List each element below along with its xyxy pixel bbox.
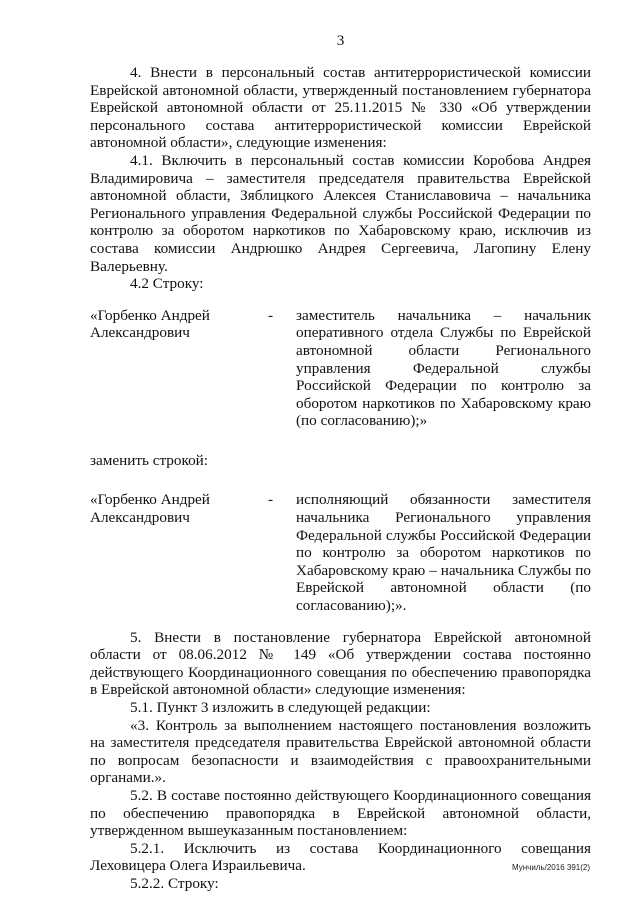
entry-old-name: «Горбенко Андрей Александрович bbox=[90, 306, 210, 342]
page-number: 3 bbox=[336, 32, 345, 49]
replace-label: заменить строкой: bbox=[90, 451, 209, 469]
document-page bbox=[90, 0, 591, 905]
entry-new-role: исполняющий обязанности заместителя начальника Регионального управления Федеральной службы Российской Федерации по контролю за оборотом наркотиков по Хабаровскому краю – начальника Службы по Еврейской автономной области (по согласованию);». bbox=[296, 491, 591, 615]
paragraph-4-2: 4.2 Строку: bbox=[130, 275, 204, 293]
paragraph-5-1-text: «3. Контроль за выполнением настоящего постановления возложить на заместителя председателя правительства Еврейской автономной области по вопросам безопасности и взаимодействия с правоохранительными органами.». bbox=[90, 716, 591, 787]
paragraph-5: 5. Внести в постановление губернатора Еврейской автономной области от 08.06.2012 № 149 «Об утверждении состава постоянно действующего Координационного совещания по обеспечению правопорядка в Еврейской автономной области» следующие изменения: bbox=[90, 628, 591, 699]
entry-old-role: заместитель начальника – начальник оперативного отдела Службы по Еврейской автономной области Регионального управления Федеральной службы Российской Федерации по контролю за оборотом наркотиков по Хабаровскому краю (по согласованию);» bbox=[296, 306, 591, 430]
footer-reference: Мунчиль/2016 391(2) bbox=[511, 863, 590, 872]
entry-old bbox=[90, 307, 591, 430]
paragraph-5-2-2: 5.2.2. Строку: bbox=[130, 874, 219, 892]
entry-old-dash: - bbox=[268, 306, 274, 324]
paragraph-4-1: 4.1. Включить в персональный состав комиссии Коробова Андрея Владимировича – заместителя председателя правительства Еврейской автономной области, Зяблицкого Алексея Станиславовича – начальника Регионального управления Федеральной службы Российской Федерации по контролю за оборотом наркотиков по Хабаровскому краю, исключив из состава комиссии Андрюшко Андрея Сергеевича, Лагопину Елену Валерьевну. bbox=[90, 151, 591, 275]
entry-new-dash: - bbox=[268, 491, 274, 509]
paragraph-5-2: 5.2. В составе постоянно действующего Координационного совещания по обеспечению правопорядка в Еврейской автономной области, утвержденном вышеуказанным постановлением: bbox=[90, 786, 591, 840]
paragraph-4: 4. Внести в персональный состав антитеррористической комиссии Еврейской автономной области, утвержденный постановлением губернатора Еврейской автономной области от 25.11.2015 № 330 «Об утверждении персонального состава антитеррористической комиссии Еврейской автономной области», следующие изменения: bbox=[90, 64, 591, 152]
entry-new-name: «Горбенко Андрей Александрович bbox=[90, 491, 210, 527]
paragraph-5-1: 5.1. Пункт 3 изложить в следующей редакции: bbox=[130, 699, 431, 716]
entry-new bbox=[90, 491, 591, 614]
document-body bbox=[90, 64, 591, 893]
paragraph-5-2-1: 5.2.1. Исключить из состава Координационного совещания Леховицера Олега Израильевича. bbox=[90, 839, 591, 875]
